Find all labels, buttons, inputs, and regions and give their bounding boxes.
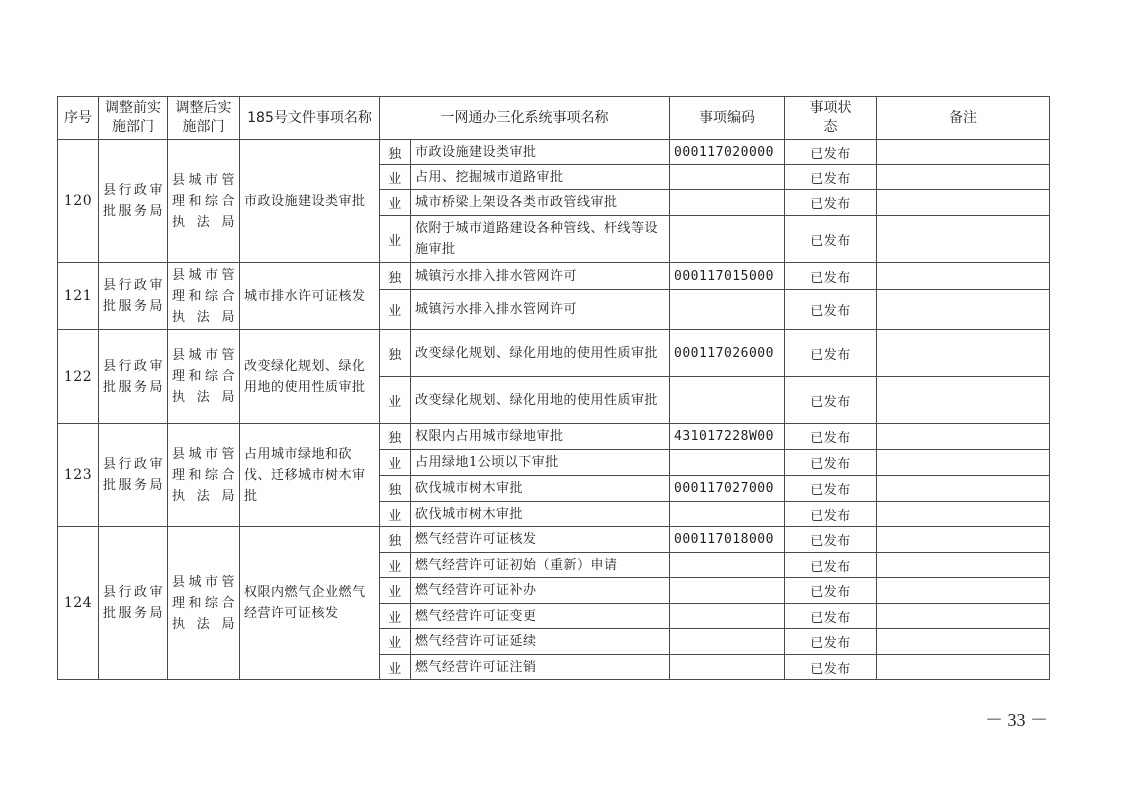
header-row: [58, 97, 1050, 140]
status-cell: 已发布: [785, 290, 877, 330]
after-dept-cell: 县城市管理和综合执法局: [168, 140, 240, 263]
status-cell: 已发布: [785, 604, 877, 629]
kind-cell: 独: [380, 476, 411, 502]
table-row: [58, 527, 1050, 553]
before-dept-cell: 县行政审批服务局: [99, 263, 168, 330]
system-name-cell: 改变绿化规划、绿化用地的使用性质审批: [411, 377, 670, 424]
status-cell: 已发布: [785, 377, 877, 424]
code-cell: [670, 629, 785, 655]
doc-name-cell: 占用城市绿地和砍伐、迁移城市树木审批: [240, 424, 380, 527]
system-name-cell: 燃气经营许可证延续: [411, 629, 670, 655]
remark-cell: [877, 263, 1050, 290]
code-cell: [670, 604, 785, 629]
code-cell: 000117018000: [670, 527, 785, 553]
code-cell: [670, 190, 785, 216]
remark-cell: [877, 190, 1050, 216]
code-cell: 000117026000: [670, 330, 785, 377]
header-doc-name: 185号文件事项名称: [240, 97, 380, 140]
kind-cell: 业: [380, 604, 411, 629]
kind-cell: 业: [380, 629, 411, 655]
status-cell: 已发布: [785, 216, 877, 263]
kind-cell: 业: [380, 165, 411, 190]
doc-name-cell: 改变绿化规划、绿化用地的使用性质审批: [240, 330, 380, 424]
seq-cell: 123: [58, 424, 99, 527]
system-name-cell: 城市桥梁上架设各类市政管线审批: [411, 190, 670, 216]
system-name-cell: 占用、挖掘城市道路审批: [411, 165, 670, 190]
remark-cell: [877, 450, 1050, 476]
code-cell: [670, 655, 785, 680]
doc-name-cell: 权限内燃气企业燃气经营许可证核发: [240, 527, 380, 680]
table-row: [58, 140, 1050, 165]
doc-name-cell: 市政设施建设类审批: [240, 140, 380, 263]
system-name-cell: 砍伐城市树木审批: [411, 476, 670, 502]
system-name-cell: 依附于城市道路建设各种管线、杆线等设施审批: [411, 216, 670, 263]
status-cell: 已发布: [785, 450, 877, 476]
status-cell: 已发布: [785, 655, 877, 680]
system-name-cell: 燃气经营许可证变更: [411, 604, 670, 629]
after-dept-cell: 县城市管理和综合执法局: [168, 424, 240, 527]
kind-cell: 业: [380, 190, 411, 216]
header-status: 事项状态: [785, 97, 877, 140]
code-cell: [670, 290, 785, 330]
code-cell: [670, 216, 785, 263]
system-name-cell: 砍伐城市树木审批: [411, 502, 670, 527]
kind-cell: 独: [380, 140, 411, 165]
seq-cell: 121: [58, 263, 99, 330]
kind-cell: 业: [380, 502, 411, 527]
kind-cell: 独: [380, 527, 411, 553]
remark-cell: [877, 527, 1050, 553]
remark-cell: [877, 377, 1050, 424]
remark-cell: [877, 578, 1050, 604]
code-cell: [670, 578, 785, 604]
remark-cell: [877, 476, 1050, 502]
header-code: 事项编码: [670, 97, 785, 140]
header-after: 调整后实施部门: [168, 97, 240, 140]
system-name-cell: 燃气经营许可证核发: [411, 527, 670, 553]
remark-cell: [877, 553, 1050, 578]
code-cell: 000117020000: [670, 140, 785, 165]
status-cell: 已发布: [785, 263, 877, 290]
system-name-cell: 燃气经营许可证补办: [411, 578, 670, 604]
status-cell: 已发布: [785, 476, 877, 502]
status-cell: 已发布: [785, 502, 877, 527]
table-row: [58, 330, 1050, 377]
code-cell: [670, 502, 785, 527]
system-name-cell: 燃气经营许可证初始（重新）申请: [411, 553, 670, 578]
code-cell: 000117027000: [670, 476, 785, 502]
status-cell: 已发布: [785, 165, 877, 190]
header-system-name: 一网通办三化系统事项名称: [380, 97, 670, 140]
header-before: 调整前实施部门: [99, 97, 168, 140]
code-cell: [670, 450, 785, 476]
kind-cell: 独: [380, 424, 411, 450]
kind-cell: 独: [380, 263, 411, 290]
header-remarks: 备注: [877, 97, 1050, 140]
system-name-cell: 城镇污水排入排水管网许可: [411, 263, 670, 290]
remark-cell: [877, 424, 1050, 450]
kind-cell: 业: [380, 216, 411, 263]
kind-cell: 业: [380, 578, 411, 604]
remark-cell: [877, 604, 1050, 629]
after-dept-cell: 县城市管理和综合执法局: [168, 263, 240, 330]
doc-name-cell: 城市排水许可证核发: [240, 263, 380, 330]
page-number: － 33 －: [985, 710, 1048, 730]
items-table: [57, 96, 1050, 680]
kind-cell: 业: [380, 290, 411, 330]
remark-cell: [877, 502, 1050, 527]
code-cell: [670, 165, 785, 190]
status-cell: 已发布: [785, 190, 877, 216]
kind-cell: 业: [380, 450, 411, 476]
remark-cell: [877, 140, 1050, 165]
remark-cell: [877, 655, 1050, 680]
remark-cell: [877, 290, 1050, 330]
status-cell: 已发布: [785, 330, 877, 377]
remark-cell: [877, 629, 1050, 655]
before-dept-cell: 县行政审批服务局: [99, 140, 168, 263]
status-cell: 已发布: [785, 629, 877, 655]
kind-cell: 独: [380, 330, 411, 377]
system-name-cell: 燃气经营许可证注销: [411, 655, 670, 680]
after-dept-cell: 县城市管理和综合执法局: [168, 330, 240, 424]
before-dept-cell: 县行政审批服务局: [99, 424, 168, 527]
after-dept-cell: 县城市管理和综合执法局: [168, 527, 240, 680]
seq-cell: 122: [58, 330, 99, 424]
code-cell: [670, 377, 785, 424]
status-cell: 已发布: [785, 527, 877, 553]
seq-cell: 124: [58, 527, 99, 680]
code-cell: [670, 553, 785, 578]
status-cell: 已发布: [785, 578, 877, 604]
status-cell: 已发布: [785, 424, 877, 450]
table-row: [58, 263, 1050, 290]
before-dept-cell: 县行政审批服务局: [99, 527, 168, 680]
code-cell: 000117015000: [670, 263, 785, 290]
system-name-cell: 市政设施建设类审批: [411, 140, 670, 165]
remark-cell: [877, 165, 1050, 190]
code-cell: 431017228W00: [670, 424, 785, 450]
system-name-cell: 改变绿化规划、绿化用地的使用性质审批: [411, 330, 670, 377]
status-cell: 已发布: [785, 553, 877, 578]
seq-cell: 120: [58, 140, 99, 263]
system-name-cell: 权限内占用城市绿地审批: [411, 424, 670, 450]
before-dept-cell: 县行政审批服务局: [99, 330, 168, 424]
kind-cell: 业: [380, 655, 411, 680]
system-name-cell: 城镇污水排入排水管网许可: [411, 290, 670, 330]
header-seq: 序号: [58, 97, 99, 140]
kind-cell: 业: [380, 553, 411, 578]
kind-cell: 业: [380, 377, 411, 424]
remark-cell: [877, 216, 1050, 263]
system-name-cell: 占用绿地1公顷以下审批: [411, 450, 670, 476]
remark-cell: [877, 330, 1050, 377]
status-cell: 已发布: [785, 140, 877, 165]
table-row: [58, 424, 1050, 450]
